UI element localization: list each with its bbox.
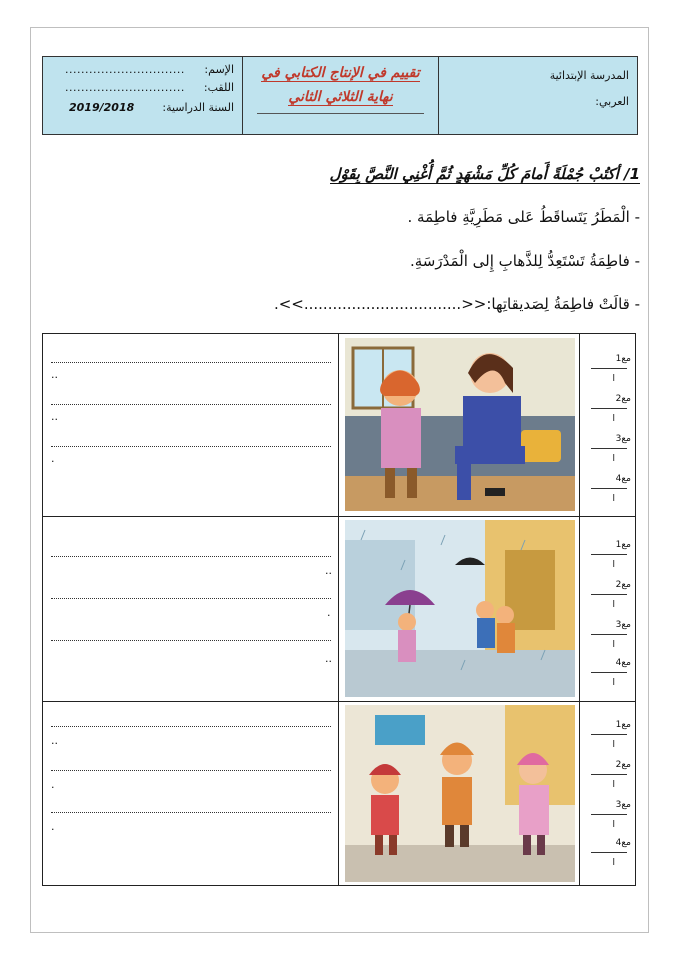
sentence-3: - قالَتْ فاطِمَةُ لِصَديقاتِها:<<.................................>>. <box>273 295 640 313</box>
mark-label: مع1 <box>615 354 631 364</box>
mark-tail: ا <box>612 820 615 830</box>
writing-line[interactable] <box>51 446 331 447</box>
grid-divider <box>579 334 580 885</box>
name-label: الإسم: <box>204 63 234 76</box>
mark-line[interactable] <box>591 774 627 775</box>
writing-line[interactable] <box>51 726 331 727</box>
writing-line[interactable] <box>51 770 331 771</box>
mark-tail: ا <box>612 414 615 424</box>
surname-field[interactable]: .............................. <box>65 81 185 94</box>
rain-illustration <box>345 520 575 697</box>
mark-tail: ا <box>612 780 615 790</box>
small-dots: . <box>51 452 55 465</box>
teacher-label: العربي: <box>595 95 629 108</box>
mark-label: مع1 <box>615 720 631 730</box>
mark-label: مع2 <box>615 394 631 404</box>
mark-tail: ا <box>612 640 615 650</box>
sentence-2: - فاطِمَةُ تَسْتَعِدُّ لِلذَّهابِ إِلى الْمَدْرَسَةِ. <box>410 252 640 270</box>
mark-label: مع4 <box>615 658 631 668</box>
row-divider <box>43 701 635 702</box>
scene-rain <box>345 520 575 697</box>
surname-label: اللقب: <box>203 81 234 94</box>
school-cell <box>439 57 637 134</box>
mark-label: مع3 <box>615 434 631 444</box>
mark-line[interactable] <box>591 554 627 555</box>
mark-label: مع2 <box>615 760 631 770</box>
mark-label: مع3 <box>615 620 631 630</box>
mark-tail: ا <box>612 454 615 464</box>
title-line2: نهاية الثلاثي الثاني <box>288 89 393 105</box>
mark-line[interactable] <box>591 634 627 635</box>
mark-label: مع2 <box>615 580 631 590</box>
writing-line[interactable] <box>51 556 331 557</box>
mark-tail: ا <box>612 600 615 610</box>
mark-label: مع3 <box>615 800 631 810</box>
sentence-1: - الْمَطَرُ يَتَساقَطُ عَلى مَطَرِيَّةِ فاطِمَة . <box>407 208 640 226</box>
row-divider <box>43 516 635 517</box>
year-value: 2019/2018 <box>69 101 135 114</box>
mark-line[interactable] <box>591 852 627 853</box>
mark-line[interactable] <box>591 672 627 673</box>
header-table <box>42 56 638 135</box>
mark-label: مع4 <box>615 838 631 848</box>
mark-tail: ا <box>612 740 615 750</box>
mark-line[interactable] <box>591 448 627 449</box>
mark-tail: ا <box>612 494 615 504</box>
scene-living-room <box>345 338 575 511</box>
writing-grid <box>42 333 636 886</box>
mark-tail: ا <box>612 858 615 868</box>
writing-line[interactable] <box>51 598 331 599</box>
title-cell <box>243 57 439 134</box>
mark-line[interactable] <box>591 594 627 595</box>
student-info-cell <box>43 57 243 134</box>
small-dots: . <box>327 606 331 619</box>
small-dots: .. <box>51 368 58 381</box>
instruction: 1/ أكتُبْ جُمْلَةً أَمامَ كُلِّ مَشْهَدٍ ثُمَّ أُغْنِي النَّصَّ بِقَوْل <box>329 165 640 183</box>
small-dots: .. <box>325 564 332 577</box>
mark-label: مع1 <box>615 540 631 550</box>
writing-line[interactable] <box>51 812 331 813</box>
small-dots: .. <box>325 652 332 665</box>
writing-line[interactable] <box>51 640 331 641</box>
title-line1: تقييم في الإنتاج الكتابي في <box>261 65 420 81</box>
mark-tail: ا <box>612 374 615 384</box>
mark-line[interactable] <box>591 734 627 735</box>
small-dots: . <box>51 778 55 791</box>
small-dots: .. <box>51 734 58 747</box>
living-room-illustration <box>345 338 575 511</box>
small-dots: .. <box>51 410 58 423</box>
mark-line[interactable] <box>591 408 627 409</box>
writing-line[interactable] <box>51 404 331 405</box>
mark-line[interactable] <box>591 488 627 489</box>
writing-line[interactable] <box>51 362 331 363</box>
scene-winter-girls <box>345 705 575 882</box>
small-dots: . <box>51 820 55 833</box>
grid-divider <box>338 334 339 885</box>
title-underline <box>257 113 424 114</box>
year-label: السنة الدراسية: <box>162 101 234 114</box>
mark-tail: ا <box>612 678 615 688</box>
winter-illustration <box>345 705 575 882</box>
name-field[interactable]: .............................. <box>65 63 185 76</box>
school-name: المدرسة الإبتدائية <box>549 69 629 82</box>
mark-label: مع4 <box>615 474 631 484</box>
mark-line[interactable] <box>591 368 627 369</box>
mark-line[interactable] <box>591 814 627 815</box>
mark-tail: ا <box>612 560 615 570</box>
